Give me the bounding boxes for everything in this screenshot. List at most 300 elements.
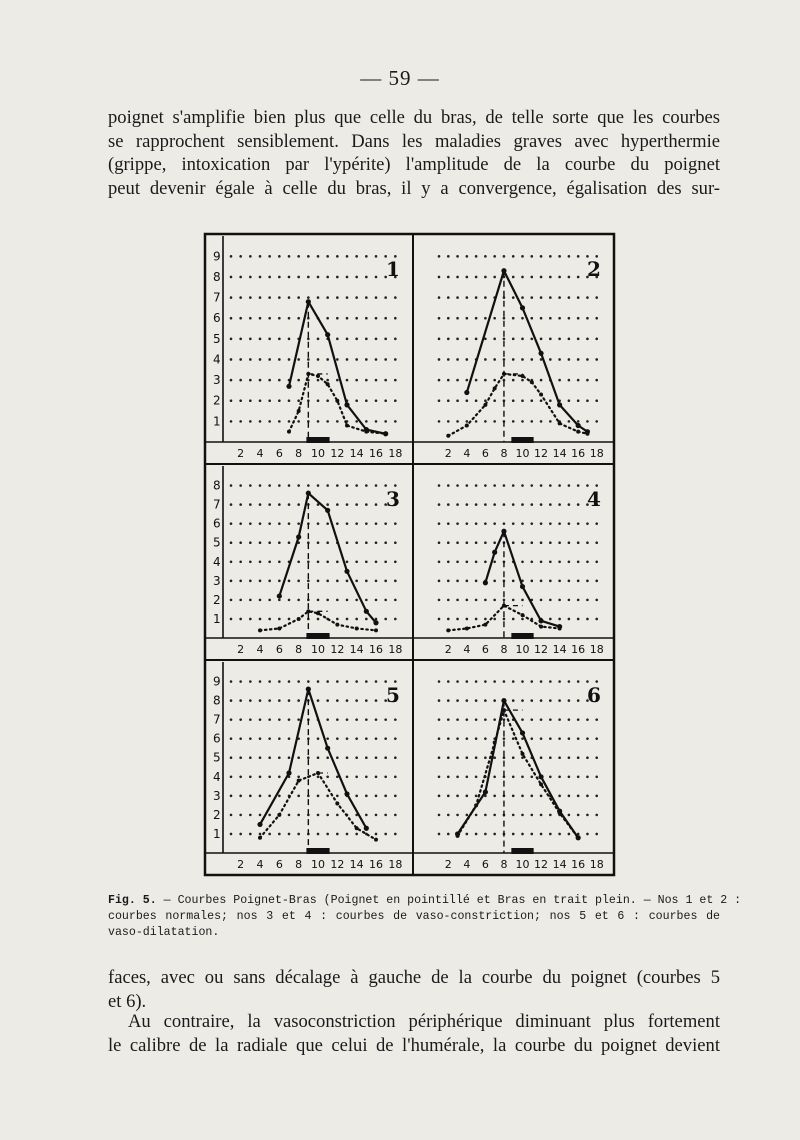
y-tick-label: 8	[213, 269, 221, 284]
grid-dot	[317, 420, 320, 423]
panel-label: 4	[587, 487, 601, 511]
grid-dot	[475, 814, 478, 817]
grid-dot	[512, 338, 515, 341]
x-tick-label: 14	[552, 447, 567, 460]
text-line: et 6).	[108, 990, 147, 1012]
grid-dot	[438, 379, 441, 382]
y-tick-label: 4	[213, 554, 221, 569]
grid-dot	[568, 680, 571, 683]
grid-dot	[336, 599, 339, 602]
grid-dot	[577, 599, 580, 602]
grid-dot	[365, 522, 368, 525]
poignet-point	[335, 399, 339, 403]
text-line: se rapprochent sensiblement. Dans les maladies graves avec hyperthermie	[108, 130, 720, 152]
grid-dot	[384, 358, 387, 361]
grid-dot	[268, 420, 271, 423]
grid-dot	[586, 833, 589, 836]
grid-dot	[595, 399, 598, 402]
grid-dot	[475, 276, 478, 279]
grid-dot	[577, 379, 580, 382]
grid-dot	[355, 560, 358, 563]
x-tick-label: 4	[256, 643, 264, 656]
caption-text: courbes normales; nos 3 et 4 : courbes de vaso-constriction; nos 5 et 6 : courbes de	[108, 909, 720, 923]
grid-dot	[365, 756, 368, 759]
grid-dot	[230, 399, 233, 402]
grid-dot	[568, 358, 571, 361]
grid-dot	[595, 833, 598, 836]
grid-dot	[239, 484, 242, 487]
grid-dot	[259, 338, 262, 341]
grid-dot	[549, 255, 552, 258]
grid-dot	[568, 718, 571, 721]
grid-dot	[549, 503, 552, 506]
grid-dot	[307, 338, 310, 341]
grid-dot	[577, 718, 580, 721]
grid-dot	[249, 522, 252, 525]
grid-dot	[568, 699, 571, 702]
grid-dot	[355, 699, 358, 702]
grid-dot	[375, 255, 378, 258]
grid-dot	[394, 833, 397, 836]
x-tick-label: 14	[349, 447, 364, 460]
x-tick-label: 4	[256, 447, 264, 460]
grid-dot	[530, 833, 533, 836]
grid-dot	[268, 296, 271, 299]
x-tick-label: 10	[515, 858, 530, 871]
grid-dot	[568, 296, 571, 299]
bras-point	[492, 550, 497, 555]
grid-dot	[456, 756, 459, 759]
caption-text: vaso-dilatation.	[108, 925, 220, 939]
grid-dot	[447, 541, 450, 544]
grid-dot	[326, 833, 329, 836]
x-tick-label: 10	[311, 858, 325, 871]
grid-dot	[484, 699, 487, 702]
grid-dot	[484, 560, 487, 563]
grid-dot	[394, 580, 397, 583]
grid-dot	[447, 699, 450, 702]
grid-dot	[259, 775, 262, 778]
y-tick-label: 8	[213, 478, 221, 493]
grid-dot	[447, 737, 450, 740]
grid-dot	[493, 775, 496, 778]
grid-dot	[336, 814, 339, 817]
figure-caption	[108, 893, 742, 940]
grid-dot	[447, 399, 450, 402]
grid-dot	[375, 420, 378, 423]
grid-dot	[568, 379, 571, 382]
y-tick-label: 3	[213, 788, 221, 803]
grid-dot	[326, 255, 329, 258]
poignet-point	[277, 626, 281, 630]
grid-dot	[540, 379, 543, 382]
y-tick-label: 5	[213, 535, 221, 550]
grid-dot	[278, 618, 281, 621]
grid-dot	[466, 814, 469, 817]
grid-dot	[346, 541, 349, 544]
grid-dot	[239, 541, 242, 544]
x-tick-label: 18	[589, 858, 604, 871]
grid-dot	[259, 680, 262, 683]
grid-dot	[512, 795, 515, 798]
bras-point	[576, 423, 581, 428]
grid-dot	[239, 296, 242, 299]
grid-dot	[355, 680, 358, 683]
panel-label: 5	[386, 683, 400, 707]
grid-dot	[346, 338, 349, 341]
grid-dot	[549, 737, 552, 740]
grid-dot	[540, 814, 543, 817]
grid-dot	[466, 503, 469, 506]
grid-dot	[239, 358, 242, 361]
grid-dot	[568, 580, 571, 583]
grid-dot	[577, 814, 580, 817]
grid-dot	[438, 503, 441, 506]
grid-dot	[586, 718, 589, 721]
x-tick-label: 8	[500, 858, 508, 871]
grid-dot	[493, 399, 496, 402]
grid-dot	[297, 255, 300, 258]
grid-dot	[346, 255, 349, 258]
bras-point	[520, 305, 525, 310]
grid-dot	[577, 756, 580, 759]
series-bras-line	[467, 271, 588, 432]
x-tick-label: 12	[534, 447, 549, 460]
grid-dot	[384, 814, 387, 817]
grid-dot	[326, 522, 329, 525]
grid-dot	[268, 276, 271, 279]
grid-dot	[438, 756, 441, 759]
grid-dot	[268, 484, 271, 487]
bras-point	[557, 402, 562, 407]
grid-dot	[288, 756, 291, 759]
grid-dot	[456, 503, 459, 506]
grid-dot	[475, 699, 478, 702]
grid-dot	[466, 399, 469, 402]
grid-dot	[466, 522, 469, 525]
grid-dot	[438, 358, 441, 361]
grid-dot	[326, 276, 329, 279]
grid-dot	[521, 795, 524, 798]
grid-dot	[456, 795, 459, 798]
grid-dot	[278, 599, 281, 602]
grid-dot	[558, 338, 561, 341]
grid-dot	[475, 399, 478, 402]
grid-dot	[456, 379, 459, 382]
grid-dot	[326, 379, 329, 382]
grid-dot	[586, 775, 589, 778]
grid-dot	[475, 255, 478, 258]
grid-dot	[346, 775, 349, 778]
grid-dot	[268, 399, 271, 402]
grid-dot	[239, 756, 242, 759]
grid-dot	[239, 814, 242, 817]
x-tick-label: 14	[349, 643, 364, 656]
y-tick-label: 1	[213, 826, 221, 841]
x-tick-label: 18	[388, 447, 403, 460]
grid-dot	[249, 580, 252, 583]
grid-dot	[512, 255, 515, 258]
grid-dot	[475, 618, 478, 621]
poignet-point	[483, 623, 487, 627]
poignet-point	[530, 380, 534, 384]
grid-dot	[438, 276, 441, 279]
grid-dot	[297, 560, 300, 563]
x-tick-label: 2	[444, 447, 452, 460]
grid-dot	[438, 775, 441, 778]
grid-dot	[336, 737, 339, 740]
grid-dot	[577, 618, 580, 621]
grid-dot	[239, 599, 242, 602]
grid-dot	[558, 737, 561, 740]
x-tick-label: 6	[481, 858, 489, 871]
grid-dot	[268, 775, 271, 778]
grid-dot	[438, 580, 441, 583]
bras-point	[483, 789, 488, 794]
grid-dot	[249, 756, 252, 759]
grid-dot	[540, 718, 543, 721]
grid-dot	[466, 379, 469, 382]
bras-point	[344, 569, 349, 574]
grid-dot	[346, 580, 349, 583]
grid-dot	[355, 795, 358, 798]
grid-dot	[521, 718, 524, 721]
x-tick-label: 2	[444, 643, 452, 656]
grid-dot	[394, 599, 397, 602]
poignet-point	[474, 803, 478, 807]
grid-dot	[297, 680, 300, 683]
grid-dot	[384, 833, 387, 836]
grid-dot	[521, 599, 524, 602]
grid-dot	[447, 484, 450, 487]
grid-dot	[346, 737, 349, 740]
x-tick-label: 18	[589, 447, 604, 460]
grid-dot	[375, 296, 378, 299]
paragraph-top	[108, 106, 720, 201]
grid-dot	[230, 718, 233, 721]
poignet-point	[483, 403, 487, 407]
grid-dot	[355, 399, 358, 402]
grid-dot	[549, 399, 552, 402]
grid-dot	[384, 599, 387, 602]
grid-dot	[278, 276, 281, 279]
grid-dot	[577, 317, 580, 320]
grid-dot	[456, 541, 459, 544]
grid-dot	[394, 317, 397, 320]
grid-dot	[484, 680, 487, 683]
grid-dot	[586, 795, 589, 798]
y-tick-label: 4	[213, 352, 221, 367]
text-line: poignet s'amplifie bien plus que celle du bras, de telle sorte que les courbes	[108, 107, 720, 128]
grid-dot	[230, 420, 233, 423]
grid-dot	[475, 379, 478, 382]
x-tick-label: 10	[515, 447, 530, 460]
grid-dot	[438, 618, 441, 621]
poignet-point	[539, 782, 543, 786]
grid-dot	[466, 420, 469, 423]
grid-dot	[549, 680, 552, 683]
grid-dot	[394, 541, 397, 544]
grid-dot	[326, 484, 329, 487]
grid-dot	[586, 399, 589, 402]
grid-dot	[278, 737, 281, 740]
grid-dot	[259, 618, 262, 621]
grid-dot	[595, 420, 598, 423]
grid-dot	[456, 317, 459, 320]
grid-dot	[558, 833, 561, 836]
grid-dot	[288, 580, 291, 583]
x-tick-label: 14	[552, 858, 567, 871]
grid-dot	[317, 737, 320, 740]
grid-dot	[530, 317, 533, 320]
grid-dot	[568, 399, 571, 402]
grid-dot	[288, 420, 291, 423]
grid-dot	[230, 699, 233, 702]
grid-dot	[438, 833, 441, 836]
grid-dot	[375, 580, 378, 583]
grid-dot	[239, 775, 242, 778]
grid-dot	[586, 756, 589, 759]
grid-dot	[326, 699, 329, 702]
grid-dot	[466, 317, 469, 320]
grid-dot	[239, 420, 242, 423]
grid-dot	[394, 814, 397, 817]
grid-dot	[456, 775, 459, 778]
grid-dot	[268, 699, 271, 702]
grid-dot	[355, 718, 358, 721]
grid-dot	[365, 775, 368, 778]
grid-dot	[259, 699, 262, 702]
grid-dot	[375, 276, 378, 279]
grid-dot	[493, 255, 496, 258]
grid-dot	[336, 756, 339, 759]
grid-dot	[493, 484, 496, 487]
grid-dot	[268, 833, 271, 836]
grid-dot	[503, 358, 506, 361]
grid-dot	[493, 541, 496, 544]
grid-dot	[346, 756, 349, 759]
grid-dot	[540, 255, 543, 258]
grid-dot	[493, 599, 496, 602]
grid-dot	[346, 296, 349, 299]
grid-dot	[288, 358, 291, 361]
grid-dot	[577, 775, 580, 778]
grid-dot	[595, 814, 598, 817]
grid-dot	[568, 317, 571, 320]
grid-dot	[512, 599, 515, 602]
poignet-point	[521, 613, 525, 617]
grid-dot	[239, 522, 242, 525]
poignet-point	[558, 626, 562, 630]
grid-dot	[568, 484, 571, 487]
grid-dot	[307, 358, 310, 361]
grid-dot	[493, 560, 496, 563]
grid-dot	[447, 795, 450, 798]
y-tick-label: 1	[213, 611, 221, 626]
grid-dot	[530, 503, 533, 506]
grid-dot	[230, 276, 233, 279]
grid-dot	[278, 484, 281, 487]
grid-dot	[365, 255, 368, 258]
grid-dot	[268, 317, 271, 320]
grid-dot	[577, 522, 580, 525]
grid-dot	[521, 618, 524, 621]
grid-dot	[317, 255, 320, 258]
grid-dot	[540, 599, 543, 602]
grid-dot	[336, 833, 339, 836]
grid-dot	[268, 599, 271, 602]
grid-dot	[230, 522, 233, 525]
poignet-point	[585, 432, 589, 436]
grid-dot	[384, 618, 387, 621]
grid-dot	[259, 358, 262, 361]
grid-dot	[375, 560, 378, 563]
x-tick-label: 10	[311, 643, 325, 656]
grid-dot	[336, 255, 339, 258]
grid-dot	[447, 618, 450, 621]
grid-dot	[375, 737, 378, 740]
x-tick-label: 16	[369, 447, 383, 460]
grid-dot	[493, 718, 496, 721]
grid-dot	[230, 503, 233, 506]
grid-dot	[336, 503, 339, 506]
grid-dot	[394, 379, 397, 382]
grid-dot	[375, 680, 378, 683]
grid-dot	[447, 358, 450, 361]
grid-dot	[530, 580, 533, 583]
grid-dot	[521, 522, 524, 525]
grid-dot	[326, 580, 329, 583]
grid-dot	[466, 296, 469, 299]
grid-dot	[530, 522, 533, 525]
x-tick-label: 2	[444, 858, 452, 871]
grid-dot	[475, 795, 478, 798]
grid-dot	[355, 484, 358, 487]
grid-dot	[375, 484, 378, 487]
y-tick-label: 4	[213, 769, 221, 784]
grid-dot	[375, 814, 378, 817]
grid-dot	[259, 756, 262, 759]
poignet-point	[465, 423, 469, 427]
grid-dot	[447, 276, 450, 279]
grid-dot	[595, 317, 598, 320]
grid-dot	[384, 737, 387, 740]
grid-dot	[512, 296, 515, 299]
grid-dot	[297, 296, 300, 299]
grid-dot	[456, 618, 459, 621]
grid-dot	[297, 317, 300, 320]
grid-dot	[503, 756, 506, 759]
grid-dot	[447, 503, 450, 506]
grid-dot	[297, 814, 300, 817]
grid-dot	[365, 580, 368, 583]
bras-point	[257, 822, 262, 827]
grid-dot	[521, 358, 524, 361]
grid-dot	[384, 580, 387, 583]
grid-dot	[475, 503, 478, 506]
grid-dot	[521, 296, 524, 299]
grid-dot	[447, 522, 450, 525]
x-tick-label: 12	[330, 643, 345, 656]
grid-dot	[530, 296, 533, 299]
grid-dot	[530, 338, 533, 341]
grid-dot	[503, 317, 506, 320]
grid-dot	[297, 522, 300, 525]
grid-dot	[326, 541, 329, 544]
grid-dot	[394, 358, 397, 361]
grid-dot	[484, 503, 487, 506]
grid-dot	[355, 580, 358, 583]
